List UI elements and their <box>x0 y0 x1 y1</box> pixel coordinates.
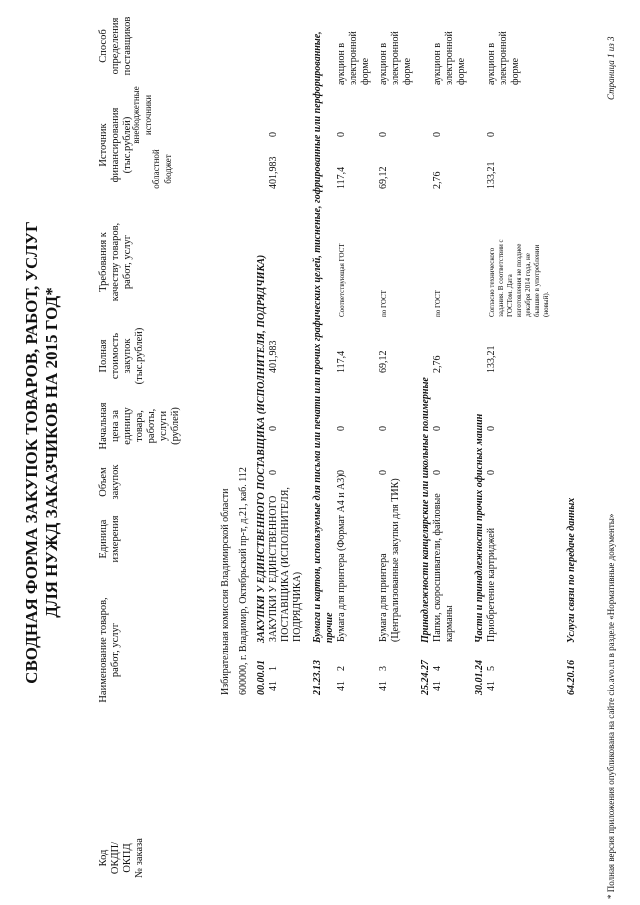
header-method: Способ определения поставщиков <box>98 16 133 76</box>
header-name: Наименование товаров, работ, услуг <box>98 597 121 703</box>
section-code-25-24-27: 25.24.27 <box>420 660 431 695</box>
header-code: Код ОКДП/ ОКПД № заказа <box>98 838 145 878</box>
section-code-21-23-13: 21.23.13 <box>312 660 323 695</box>
section-title-64-20-16: Услуги связи по передаче данных <box>566 497 577 643</box>
section-title-00-00-01: ЗАКУПКИ У ЕДИНСТВЕННОГО ПОСТАВЩИКА (ИСПОЛНИТЕЛЯ, ПОДРЯДЧИКА) <box>256 254 267 643</box>
page-number: Страница 1 из 3 <box>606 36 616 100</box>
header-requirements: Требования к качеству товаров, работ, услуг <box>98 222 133 302</box>
section-code-00-00-01: 00.00.01 <box>256 660 267 695</box>
section-title-21-23-13: Бумага и картон, используемые для письма или печати или прочих графических целей, тисненые, гофрированные или перфорированные, <box>312 31 323 643</box>
customer-address: 600000, г. Владимир, Октябрьский пр-т, д.21, каб. 112 <box>238 467 249 695</box>
document-title-line1: СВОДНАЯ ФОРМА ЗАКУПОК ТОВАРОВ, РАБОТ, УСЛУГ <box>22 221 41 684</box>
section-title-21-23-13-cont: прочие <box>324 612 335 643</box>
section-code-30-01-24: 30.01.24 <box>474 660 485 695</box>
header-unit: Единица измерения <box>98 515 121 563</box>
footer-note: * Полная версия приложения опубликована на сайте cio.avo.ru в разделе «Нормативные документы» <box>606 513 616 899</box>
section-title-25-24-27: Принадлежности канцелярские или школьные полимерные <box>420 377 431 643</box>
header-full-cost: Полная стоимость закупок (тыс.рублей) <box>98 327 145 385</box>
header-start-price: Начальная цена за единицу товара, работы, услуги (рублей) <box>98 402 181 450</box>
rotated-document-page: СВОДНАЯ ФОРМА ЗАКУПОК ТОВАРОВ, РАБОТ, УСЛУГ ДЛЯ НУЖД ЗАКАЗЧИКОВ НА 2015 ГОД* Код ОКДП/ ОКПД № заказа Наименование товаров, работ, услуг Единица измерения Объем закупок Начальная цена за единицу товара, работы, услуги (рублей) Полная стоимость закупок (тыс.рублей) Требования к качеству товаров, работ, услуг Источник финансирования (тыс.рублей) областной бюджет внебюджетные источники Способ определения поставщиков Избирательная комиссия Владимирской области 600000, г. Владимир, Октябрьский пр-т, д.21, каб. 112 00.00.01 ЗАКУПКИ У ЕДИНСТВЕННОГО ПОСТАВЩИКА (ИСПОЛНИТЕЛЯ, ПОДРЯДЧИКА) 41 1 ЗАКУПКИ У ЕДИНСТВЕННОГО ПОСТАВЩИКА (ИСПОЛНИТЕЛЯ, ПОДРЯДЧИКА) 0 0 401,983 401,983 0 21.23.13 Бумага и картон, используемые для письма или печати или прочих графических целей, тисненые, гофрированные или перфорированные, прочие 41 2 Бумага для принтера (Формат А4 и А3) 0 0 117,4 Соответствующая ГОСТ 117,4 0 аукцион в электронной форме 41 3 Бумага для принтера (Централизованные закупки для ТИК) 0 0 69,12 по ГОСТ 69,12 0 аукцион в электронной форме 25.24.27 Принадлежности канцелярские или школьные полимерные 41 4 Папки, скоросшиватели, файловые карманы 0 0 2,76 по ГОСТ 2,76 0 аукцион в электронной форме 30.01.24 Части и принадлежности прочих офисных машин 41 5 Приобретение картриджей 0 0 133,21 Согласно технического задания. В соответствии с ГОСТом. Дата изготовления не позднее декабря 2014 года, не бывшие в употреблении (новый). 133,21 0 аукцион в электронной форме 64.20.16 Услуги связи по передаче данных * Полная версия приложения опубликована на сайте cio.avo.ru в разделе «Нормативные документы» Страница 1 из 3 <box>0 0 640 905</box>
header-funding-regional: областной бюджет <box>151 149 173 189</box>
document-title-line2: ДЛЯ НУЖД ЗАКАЗЧИКОВ НА 2015 ГОД* <box>42 287 61 618</box>
header-funding-offbudget: внебюджетные источники <box>131 86 153 144</box>
header-funding: Источник финансирования (тыс.рублей) <box>98 107 133 183</box>
header-volume: Объем закупок <box>98 464 121 500</box>
customer-name: Избирательная комиссия Владимирской области <box>220 488 231 695</box>
section-title-30-01-24: Части и принадлежности прочих офисных машин <box>474 413 485 643</box>
section-code-64-20-16: 64.20.16 <box>566 660 577 695</box>
